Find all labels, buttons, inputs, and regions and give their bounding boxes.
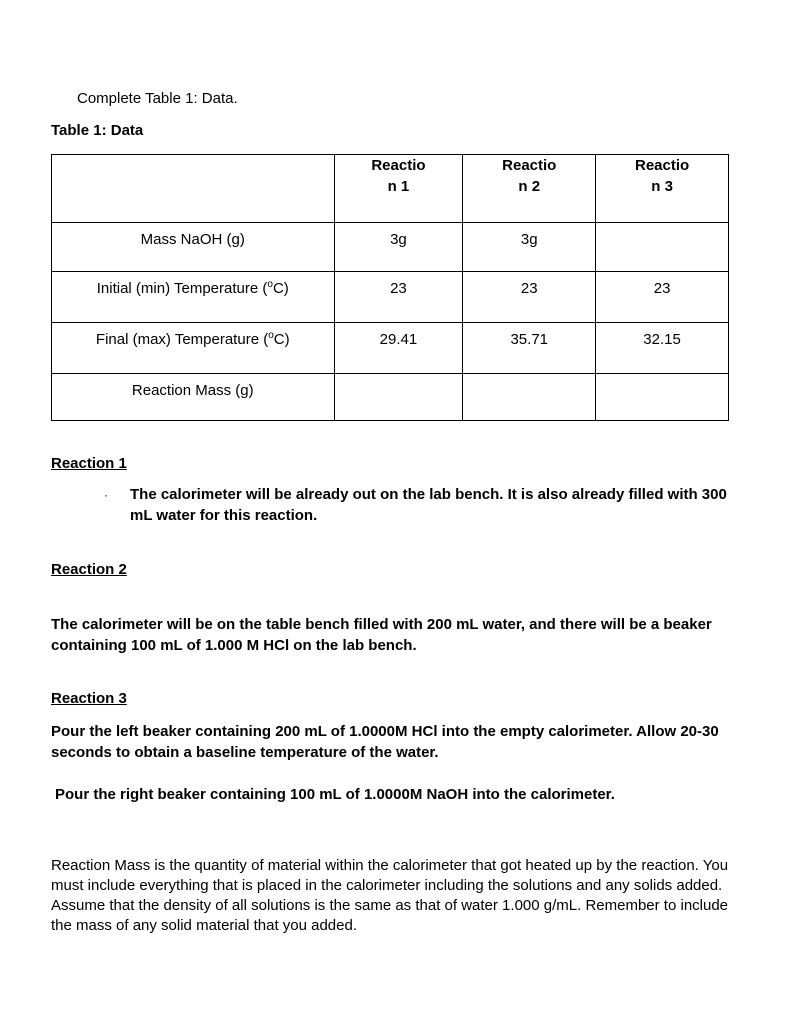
table-cell [463, 323, 596, 374]
row-label [52, 272, 335, 323]
header-line: n 3 [651, 178, 673, 195]
table-header-row [52, 155, 729, 223]
reaction-1-heading: Reaction 1 [51, 455, 127, 472]
header-line: Reactio [634, 157, 690, 174]
table-cell [334, 374, 463, 421]
row-label-main: Final (max) Temperature ( [95, 331, 269, 348]
table-row [52, 223, 729, 272]
header-cell-reaction-3 [596, 155, 729, 223]
table-cell [463, 223, 596, 272]
reaction-2-text: The calorimeter will be on the table bench filled with 200 mL water, and there will be a beaker containing 100 mL of 1.000 M HCl on the lab bench. [51, 616, 712, 654]
table-cell [596, 272, 729, 323]
table-cell [463, 374, 596, 421]
cell-value: 29.41 [379, 331, 418, 348]
degree-superscript: o [268, 330, 274, 341]
row-label [52, 323, 335, 374]
reaction-mass-note: Reaction Mass is the quantity of material within the calorimeter that got heated up by the reaction. You must include everything that is placed in the calorimeter including the solutions and any solids added. Assume that the density of all solutions is the same as that of water 1.000 g/mL. Remember to include the mass of any solid material that you added. [51, 857, 729, 934]
table-cell [463, 272, 596, 323]
bullet-icon: · [104, 488, 108, 502]
row-label-main: Initial (min) Temperature ( [96, 280, 268, 297]
table-row [52, 374, 729, 421]
row-label-unit: C) [272, 280, 289, 297]
reaction-2-heading: Reaction 2 [51, 561, 127, 578]
cell-value: 23 [390, 280, 407, 297]
row-label-text: Mass NaOH (g) [140, 231, 245, 248]
header-line: n 2 [518, 178, 541, 195]
table-cell [334, 223, 463, 272]
row-label-text: Reaction Mass (g) [131, 382, 254, 399]
table-title: Table 1: Data [51, 122, 144, 139]
row-label [52, 374, 335, 421]
cell-value [596, 374, 728, 382]
header-line: Reactio [371, 157, 426, 174]
header-cell-reaction-1 [334, 155, 463, 223]
cell-value: 32.15 [643, 331, 681, 348]
table-row [52, 323, 729, 374]
header-cell-empty [52, 155, 335, 223]
degree-superscript: o [267, 279, 273, 290]
intro-text: Complete Table 1: Data. [77, 90, 238, 107]
cell-value [596, 223, 728, 231]
table-row [52, 272, 729, 323]
reaction-3-heading: Reaction 3 [51, 690, 127, 707]
table-cell [334, 272, 463, 323]
row-label [52, 223, 335, 272]
row-label-unit: C) [273, 331, 290, 348]
cell-value: 3g [390, 231, 407, 248]
header-cell-reaction-2 [463, 155, 596, 223]
header-line: Reactio [502, 157, 557, 174]
table-cell [334, 323, 463, 374]
data-table [51, 154, 729, 421]
cell-value: 35.71 [510, 331, 549, 348]
cell-value: 3g [520, 231, 538, 248]
reaction-1-text: The calorimeter will be already out on the lab bench. It is also already filled with 300 mL water for this reaction. [130, 486, 727, 524]
cell-value [463, 374, 595, 382]
table-cell [596, 223, 729, 272]
table-cell [596, 323, 729, 374]
reaction-3-text-2: Pour the right beaker containing 100 mL of 1.0000M NaOH into the calorimeter. [55, 786, 615, 803]
cell-value: 23 [520, 280, 538, 297]
header-line: n 1 [387, 178, 410, 195]
reaction-3-text-1: Pour the left beaker containing 200 mL of 1.0000M HCl into the empty calorimeter. Allow 20-30 seconds to obtain a baseline temperature of the water. [51, 723, 719, 761]
cell-value: 23 [653, 280, 671, 297]
table-cell [596, 374, 729, 421]
row-label-text [52, 272, 334, 297]
row-label-text [52, 323, 334, 348]
cell-value [335, 374, 463, 382]
